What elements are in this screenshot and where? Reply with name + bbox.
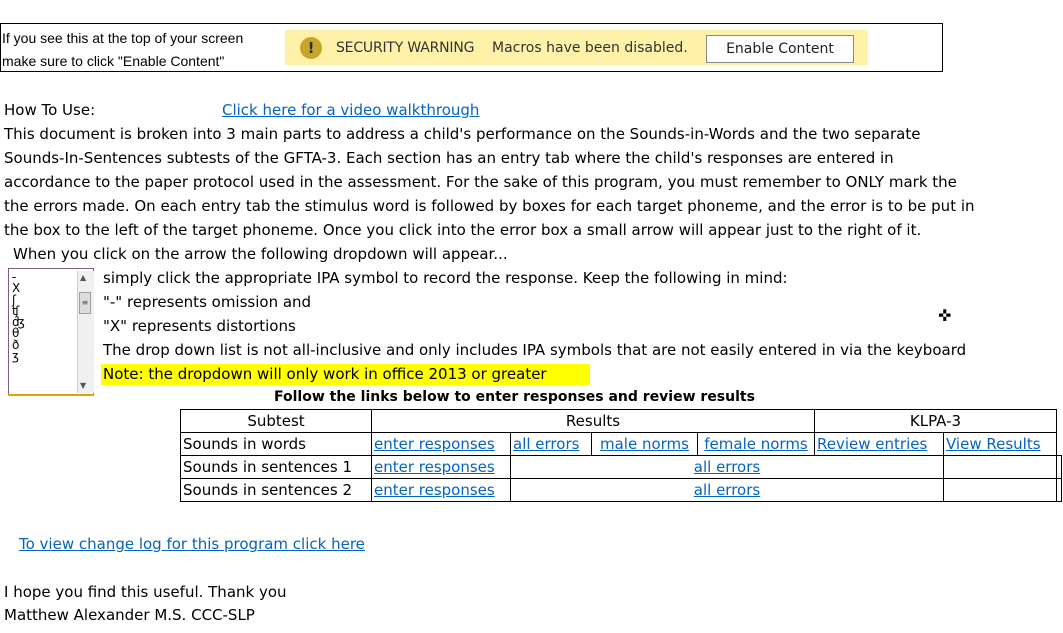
ipa-option: X [12,281,21,296]
female-norms-link[interactable] [698,433,815,456]
subtest-name: Sounds in sentences 2 [181,479,372,502]
ipa-option: θ [12,326,20,341]
dropdown-scrollbar [77,271,94,393]
instruction-line-3: accordance to the paper protocol used in the assessment. For the sake of this program, you must remember to ONLY mark the [4,173,957,191]
how-to-use-label: How To Use: [4,101,96,119]
view-results-link-text[interactable]: View Results [946,435,1041,453]
office-version-note: Note: the dropdown will only work in office 2013 or greater [103,365,547,383]
table-row [181,456,1062,479]
links-table [180,409,1062,502]
table-row [181,433,1062,456]
side-note-1: simply click the appropriate IPA symbol to record the response. Keep the following in mind: [103,269,788,287]
all-errors-link-text[interactable]: all errors [513,435,580,453]
scroll-down-arrow-icon: ▼ [80,381,87,390]
warning-instruction-line1: If you see this at the top of your screen [2,30,244,46]
female-norms-link-text[interactable]: female norms [704,435,808,453]
enter-responses-link[interactable] [372,456,511,479]
review-entries-link-text[interactable]: Review entries [817,435,928,453]
instruction-line-5: the box to the left of the target phoneme. Once you click into the error box a small arrow will appear just to the right of it. [4,221,922,239]
change-log-link[interactable]: To view change log for this program click here [19,535,365,553]
view-results-link[interactable] [944,433,1057,456]
closing-thanks: I hope you find this useful. Thank you [4,583,287,601]
instruction-line-1: This document is broken into 3 main parts to address a child's performance on the Sounds-in-Words and the two separate [4,125,921,143]
ipa-option: ʃ [12,292,17,307]
review-entries-link[interactable] [815,433,944,456]
ipa-option: - [12,270,17,284]
header-klpa: KLPA-3 [815,410,1057,433]
links-title: Follow the links below to enter responses and review results [274,389,755,405]
warning-instruction-line2: make sure to click "Enable Content" [2,53,225,69]
security-warning-title: SECURITY WARNING [336,40,475,56]
subtest-name: Sounds in sentences 1 [181,456,372,479]
empty-cell [944,456,1057,479]
scroll-up-arrow-icon: ▲ [80,273,87,282]
warning-icon: ! [300,37,322,59]
enter-responses-link-text[interactable]: enter responses [374,435,495,453]
enter-responses-link-text[interactable]: enter responses [374,481,495,499]
security-warning-message: Macros have been disabled. [492,40,688,56]
side-note-3: "X" represents distortions [103,317,296,335]
header-results: Results [372,410,815,433]
video-walkthrough-link[interactable]: Click here for a video walkthrough [222,101,480,119]
all-errors-link-text[interactable]: all errors [693,458,761,476]
enter-responses-link-text[interactable]: enter responses [374,458,495,476]
table-header-row [181,410,1062,433]
empty-cell [1057,456,1062,479]
enter-responses-link[interactable] [372,479,511,502]
male-norms-link[interactable] [592,433,698,456]
all-errors-link[interactable] [511,456,944,479]
all-errors-link[interactable] [511,433,592,456]
instruction-line-2: Sounds-In-Sentences subtests of the GFTA-3. Each section has an entry tab where the child's responses are entered in [4,149,894,167]
subtest-name: Sounds in words [181,433,372,456]
enable-content-button[interactable]: Enable Content [706,35,854,63]
ipa-option: ʧ [12,303,20,318]
male-norms-link-text[interactable]: male norms [600,435,689,453]
empty-cell [1057,479,1062,502]
ipa-dropdown-list [12,272,25,362]
ipa-option: ð [12,337,20,352]
cell-cursor-icon: ✜ [938,306,952,325]
table-row [181,479,1062,502]
empty-cell [944,479,1057,502]
ipa-option: ʤ [12,315,25,330]
dropdown-cell-underline [8,394,94,396]
all-errors-link-text[interactable]: all errors [693,481,761,499]
side-note-2: "-" represents omission and [103,293,312,311]
author-signature: Matthew Alexander M.S. CCC-SLP [4,606,255,624]
instruction-line-4: the errors made. On each entry tab the stimulus word is followed by boxes for each target phoneme, and the error is to be put in [4,197,975,215]
enter-responses-link[interactable] [372,433,511,456]
side-note-4: The drop down list is not all-inclusive and only includes IPA symbols that are not easily entered in via the keyboard [103,341,967,359]
header-subtest: Subtest [181,410,372,433]
all-errors-link[interactable] [511,479,944,502]
dropdown-intro: When you click on the arrow the following dropdown will appear... [13,245,508,263]
scroll-thumb: ≡ [79,292,91,314]
ipa-option: ʒ [12,349,19,364]
